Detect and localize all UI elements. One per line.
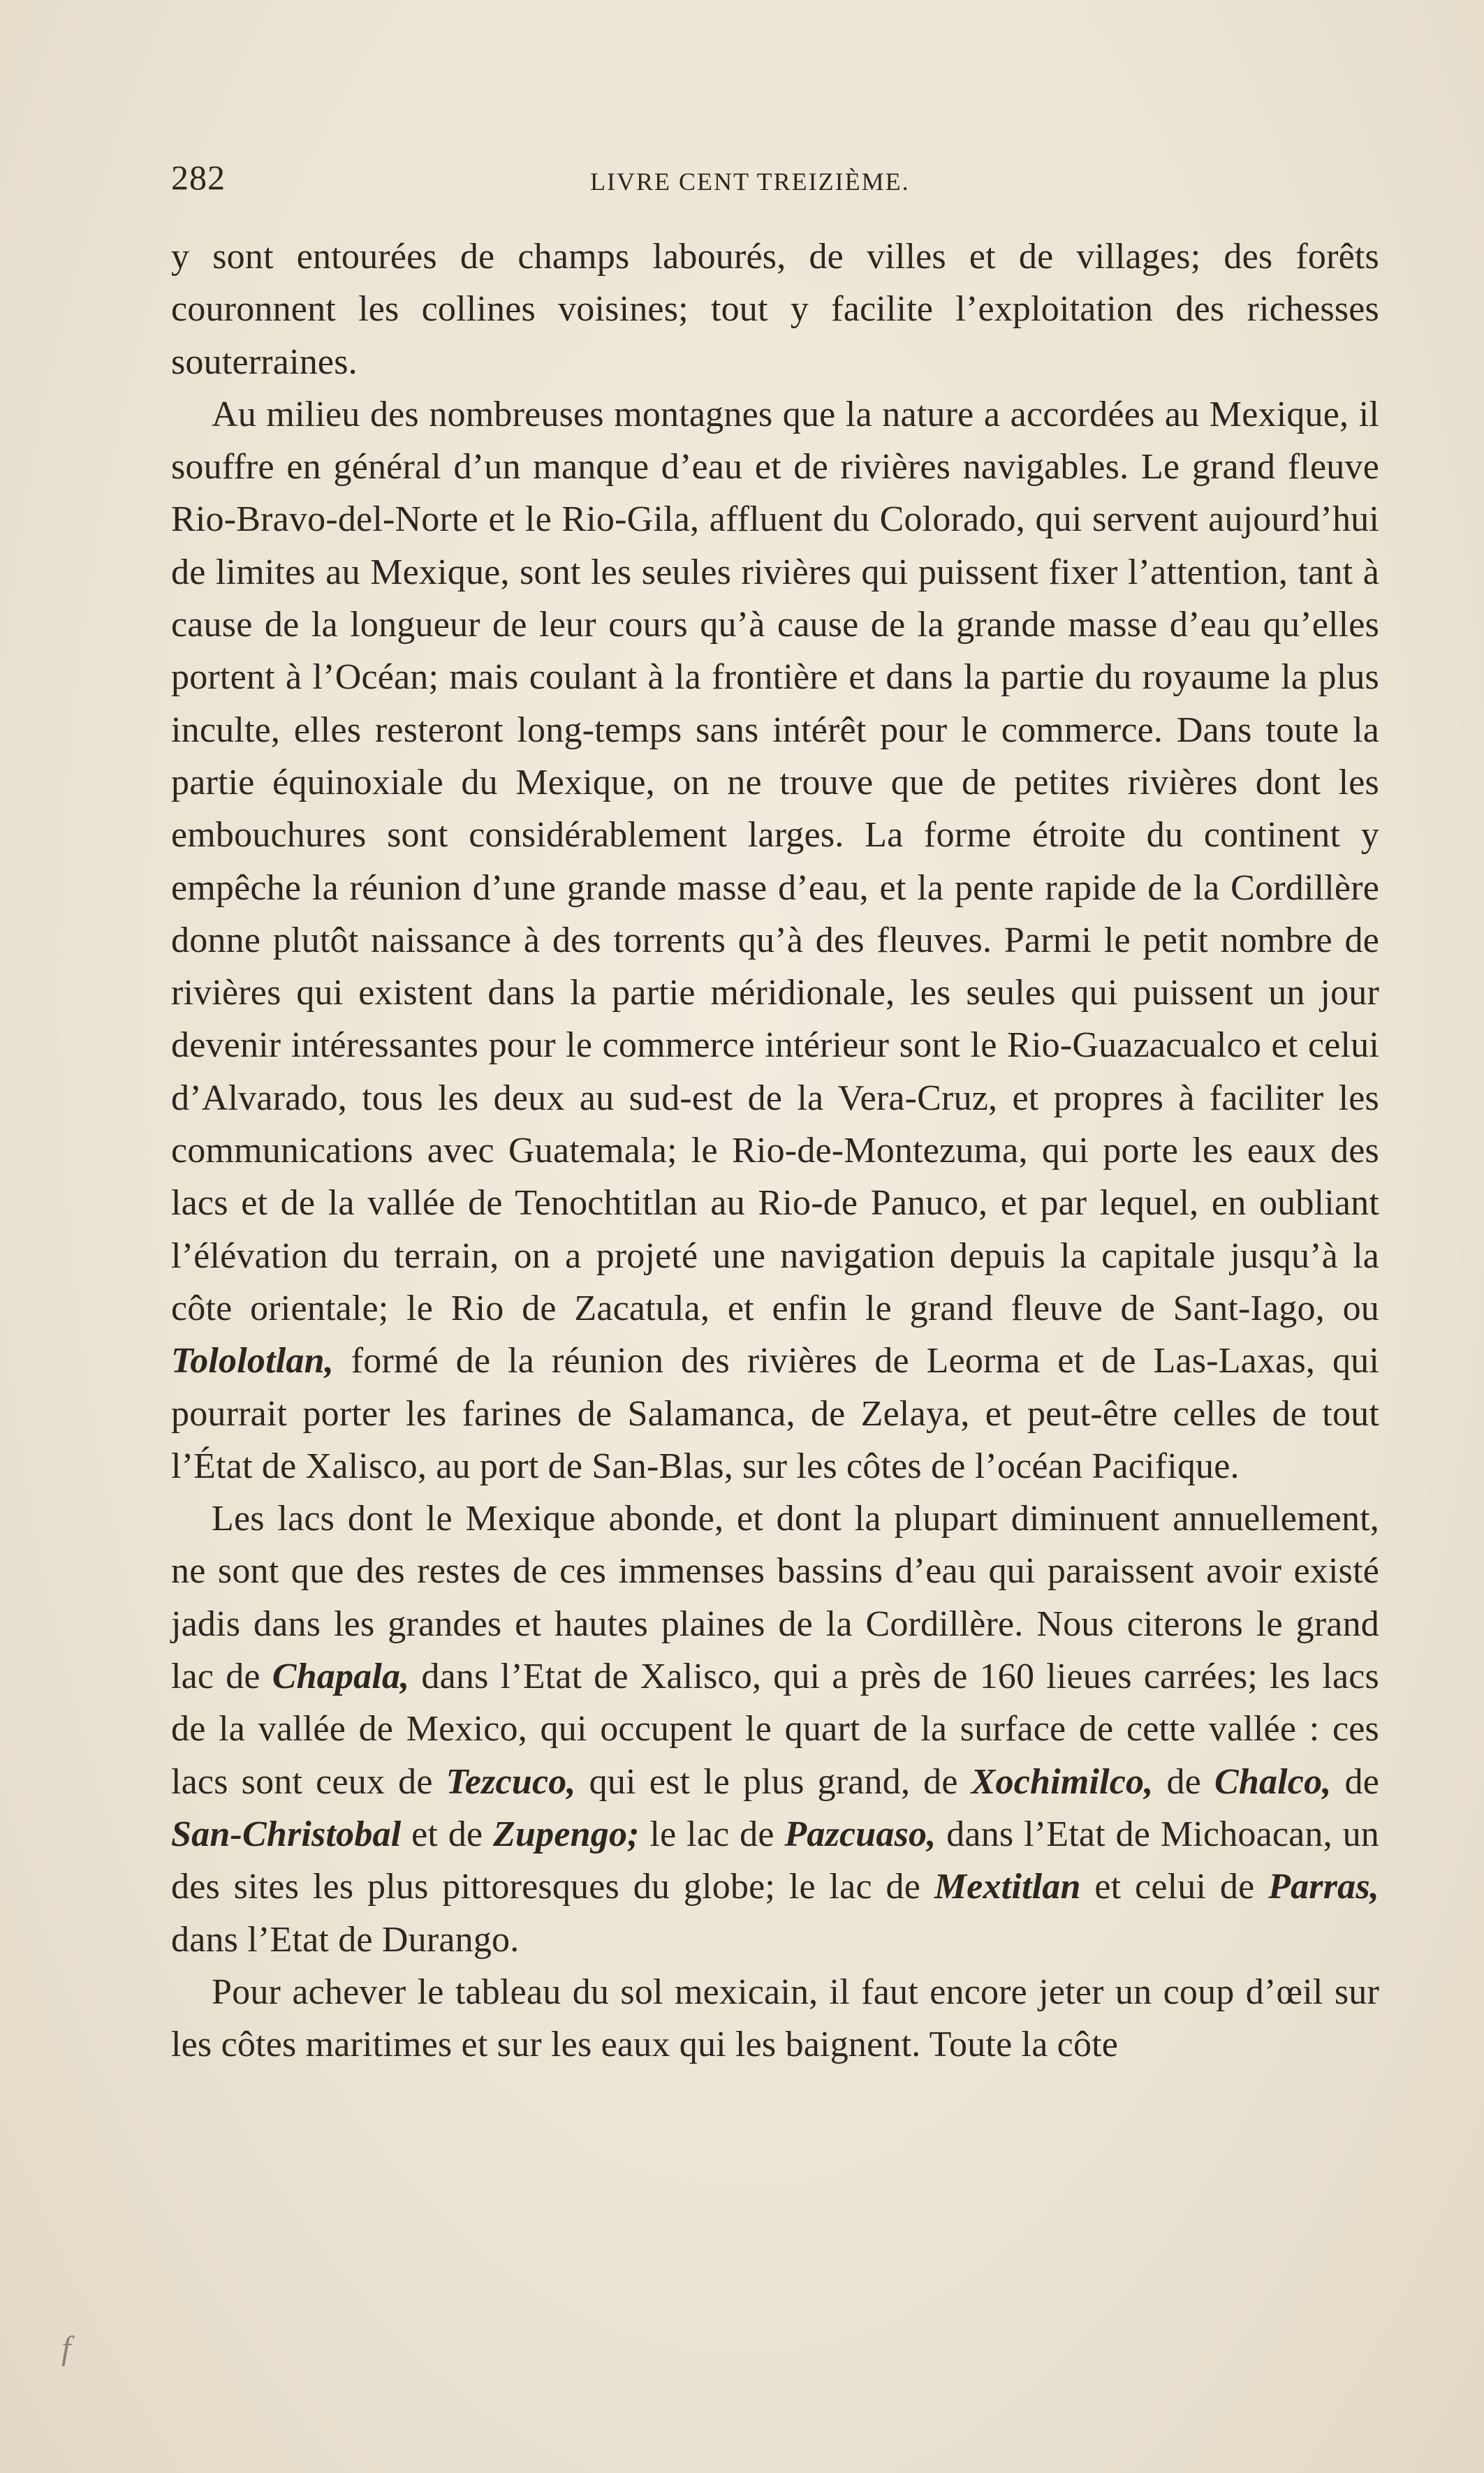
text-run: de xyxy=(1153,1761,1214,1802)
italic-term: Tololotlan, xyxy=(171,1341,334,1381)
paragraph xyxy=(171,1966,1379,2071)
italic-term: Chalco, xyxy=(1214,1761,1332,1802)
running-header xyxy=(171,157,1379,206)
text-run: dans l’Etat de Durango. xyxy=(171,1919,520,1960)
page-number: 282 xyxy=(171,158,226,197)
margin-mark: f xyxy=(61,2330,71,2367)
running-title: LIVRE CENT TREIZIÈME. xyxy=(590,168,910,196)
text-run: qui est le plus grand, de xyxy=(575,1761,971,1802)
body-text xyxy=(171,230,1379,2071)
text-run: Au milieu des nombreuses montagnes que la nature a accordées au Mexique, il souffre en général d’un manque d’eau et de rivières navigables. Le grand fleuve Rio-Bravo-del-Norte et le Rio-Gila, affluent du Colorado, qui servent aujourd’hui de limites au Mexique, sont les seules rivières qui puissent fixer l’attention, tant à cause de la longueur de leur cours qu’à cause de la grande masse d’eau qu’elles portent à l’Océan; mais coulant à la frontière et dans la partie du royaume la plus inculte, elles resteront long-temps sans intérêt pour le commerce. Dans toute la partie équinoxiale du Mexique, on ne trouve que de petites rivières dont les embouchures sont considérablement larges. La forme étroite du continent y empêche la réunion d’une grande masse d’eau, et la pente rapide de la Cordillère donne plutôt naissance à des torrents qu’à des fleuves. Parmi le petit nombre de rivières qui existent dans la partie méridionale, les seules qui puissent un jour devenir intéressantes pour le commerce intérieur sont le Rio-Guazacualco et celui d’Alvarado, tous les deux au sud-est de la Vera-Cruz, et propres à faciliter les communications avec Guatemala; le Rio-de-Montezuma, qui porte les eaux des lacs et de la vallée de Tenochtitlan au Rio-de Panuco, et par lequel, en oubliant l’élévation du terrain, on a projeté une navigation depuis la capitale jusqu’à la côte orientale; le Rio de Zacatula, et enfin le grand fleuve de Sant-Iago, ou xyxy=(171,394,1379,1328)
text-run: Les lacs dont le Mexique abonde, et dont la plupart diminuent annuellement, ne sont que des restes de ces immenses bassins d’eau qui paraissent avoir existé jadis dans les grandes et hautes plaines de la Cordillère. Nous citerons le grand lac de xyxy=(171,1499,1379,1697)
italic-term: Zupengo; xyxy=(493,1814,640,1854)
text-run: et celui de xyxy=(1080,1867,1269,1907)
text-run: Pour achever le tableau du sol mexicain, il faut encore jeter un coup d’œil sur les côtes maritimes et sur les eaux qui les baignent. Toute la côte xyxy=(171,1972,1379,2065)
italic-term: Chapala, xyxy=(272,1657,410,1697)
text-run: dans l’Etat de Michoacan, un des sites les plus pittoresques du globe; le lac de xyxy=(171,1814,1380,1907)
text-run: et de xyxy=(401,1814,494,1854)
paragraph xyxy=(171,1492,1379,1966)
italic-term: Pazcuaso, xyxy=(784,1814,936,1854)
text-run: y sont entourées de champs labourés, de villes et de villages; des forêts couronnent les collines voisines; tout y facilite l’exploitation des richesses souterraines. xyxy=(171,237,1379,382)
italic-term: Parras, xyxy=(1268,1867,1379,1907)
italic-term: Mextitlan xyxy=(934,1867,1081,1907)
italic-term: San-Christobal xyxy=(171,1814,402,1854)
paragraph xyxy=(171,230,1379,388)
italic-term: Tezcuco, xyxy=(446,1761,576,1802)
paragraph xyxy=(171,388,1379,1492)
text-run: dans l’Etat de Xalisco, qui a près de 160 lieues carrées; les lacs de la vallée de Mexico, qui occupent le quart de la surface de cette vallée : ces lacs sont ceux de xyxy=(171,1657,1379,1802)
text-run: formé de la réunion des rivières de Leorma et de Las-Laxas, qui pourrait porter les farines de Salamanca, de Zelaya, et peut-être celles de tout l’État de Xalisco, au port de San-Blas, sur les côtes de l’océan Pacifique. xyxy=(171,1341,1379,1486)
text-run: le lac de xyxy=(639,1814,785,1854)
text-run: de xyxy=(1331,1761,1379,1802)
italic-term: Xochimilco, xyxy=(971,1761,1154,1802)
